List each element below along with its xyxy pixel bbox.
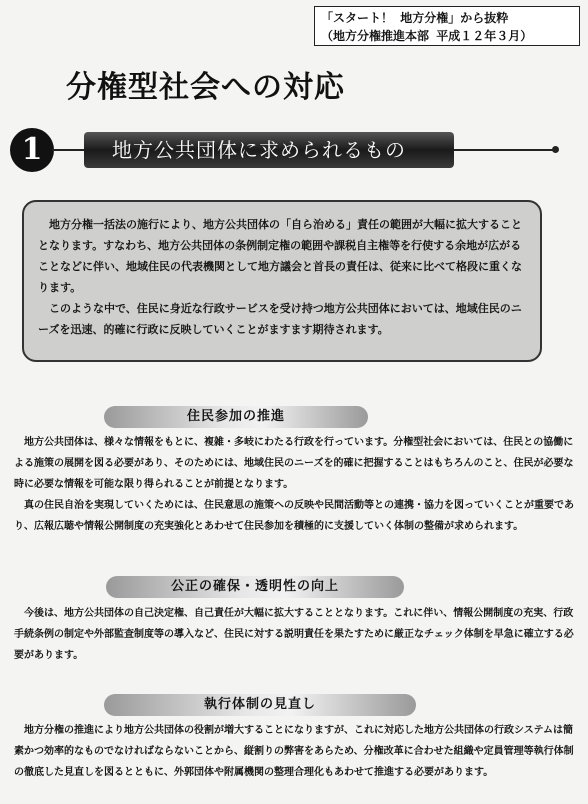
source-citation-line-2: （地方分権推進本部 平成１２年３月）: [321, 29, 533, 43]
heading-rule-right: [454, 149, 554, 151]
body-paragraph: 地方公共団体は、様々な情報をもとに、複雑・多岐にわたる行政を行っています。分権型社会においては、住民との協働による施策の展開を図る必要があり、そのためには、地域住民のニーズを的確に把握することはもちろんのこと、住民が必要な時に必要な情報を可能な限り得られることが前提となります。: [14, 437, 574, 490]
subsection-body-fairness: [14, 603, 578, 666]
body-paragraph: 真の住民自治を実現していくためには、住民意思の施策への反映や民間活動等との連携・協力を図っていくことが重要であり、広報広聴や情報公開制度の充実強化とあわせて住民参加を積極的に支援していく体制の整備が求められます。: [14, 500, 574, 532]
subsection-heading-fairness: 公正の確保・透明性の向上: [106, 576, 404, 598]
intro-box: [22, 200, 542, 362]
intro-paragraph: 地方分権一括法の施行により、地方公共団体の「自ら治める」責任の範囲が大幅に拡大することとなります。すなわち、地方公共団体の条例制定権の範囲や課税自主権等を行使する余地が広がることなどに伴い、地域住民の代表機関として地方議会と首長の責任は、従来に比べて格段に重くなります。: [38, 218, 522, 294]
subsection-heading-execution: 執行体制の見直し: [104, 694, 416, 716]
subsection-body-execution: [14, 720, 578, 783]
section-heading: [10, 126, 580, 174]
body-paragraph: 今後は、地方公共団体の自己決定権、自己責任が大幅に拡大することとなります。これに伴い、情報公開制度の充実、行政手続条例の制定や外部監査制度等の導入など、住民に対する説明責任を果たすために厳正なチェック体制を早急に確立する必要があります。: [14, 608, 574, 661]
body-paragraph: 地方分権の推進により地方公共団体の役割が増大することになりますが、これに対応した地方公共団体の行政システムは簡素かつ効率的なものでなければならないことから、縦割りの弊害をあらため、分権改革に合わせた組織や定員管理等執行体制の徹底した見直しを図るとともに、外郭団体や附属機関の整理合理化もあわせて推進する必要があります。: [14, 725, 574, 778]
section-heading-bar: 地方公共団体に求められるもの: [84, 132, 454, 168]
section-number-badge: 1: [10, 128, 54, 172]
source-citation-box: [314, 6, 580, 46]
page-title: 分権型社会への対応: [66, 70, 345, 105]
heading-rule-left: [52, 149, 86, 151]
source-citation-line-1: 「スタート！ 地方分権」から抜粋: [321, 11, 509, 25]
subsection-body-participation: [14, 432, 578, 537]
intro-paragraph: このような中で、住民に身近な行政サービスを受け持つ地方公共団体においては、地域住民のニーズを迅速、的確に行政に反映していくことがますます期待されます。: [38, 302, 522, 336]
subsection-heading-participation: 住民参加の推進: [104, 406, 368, 428]
heading-rule-dot: [552, 146, 559, 153]
